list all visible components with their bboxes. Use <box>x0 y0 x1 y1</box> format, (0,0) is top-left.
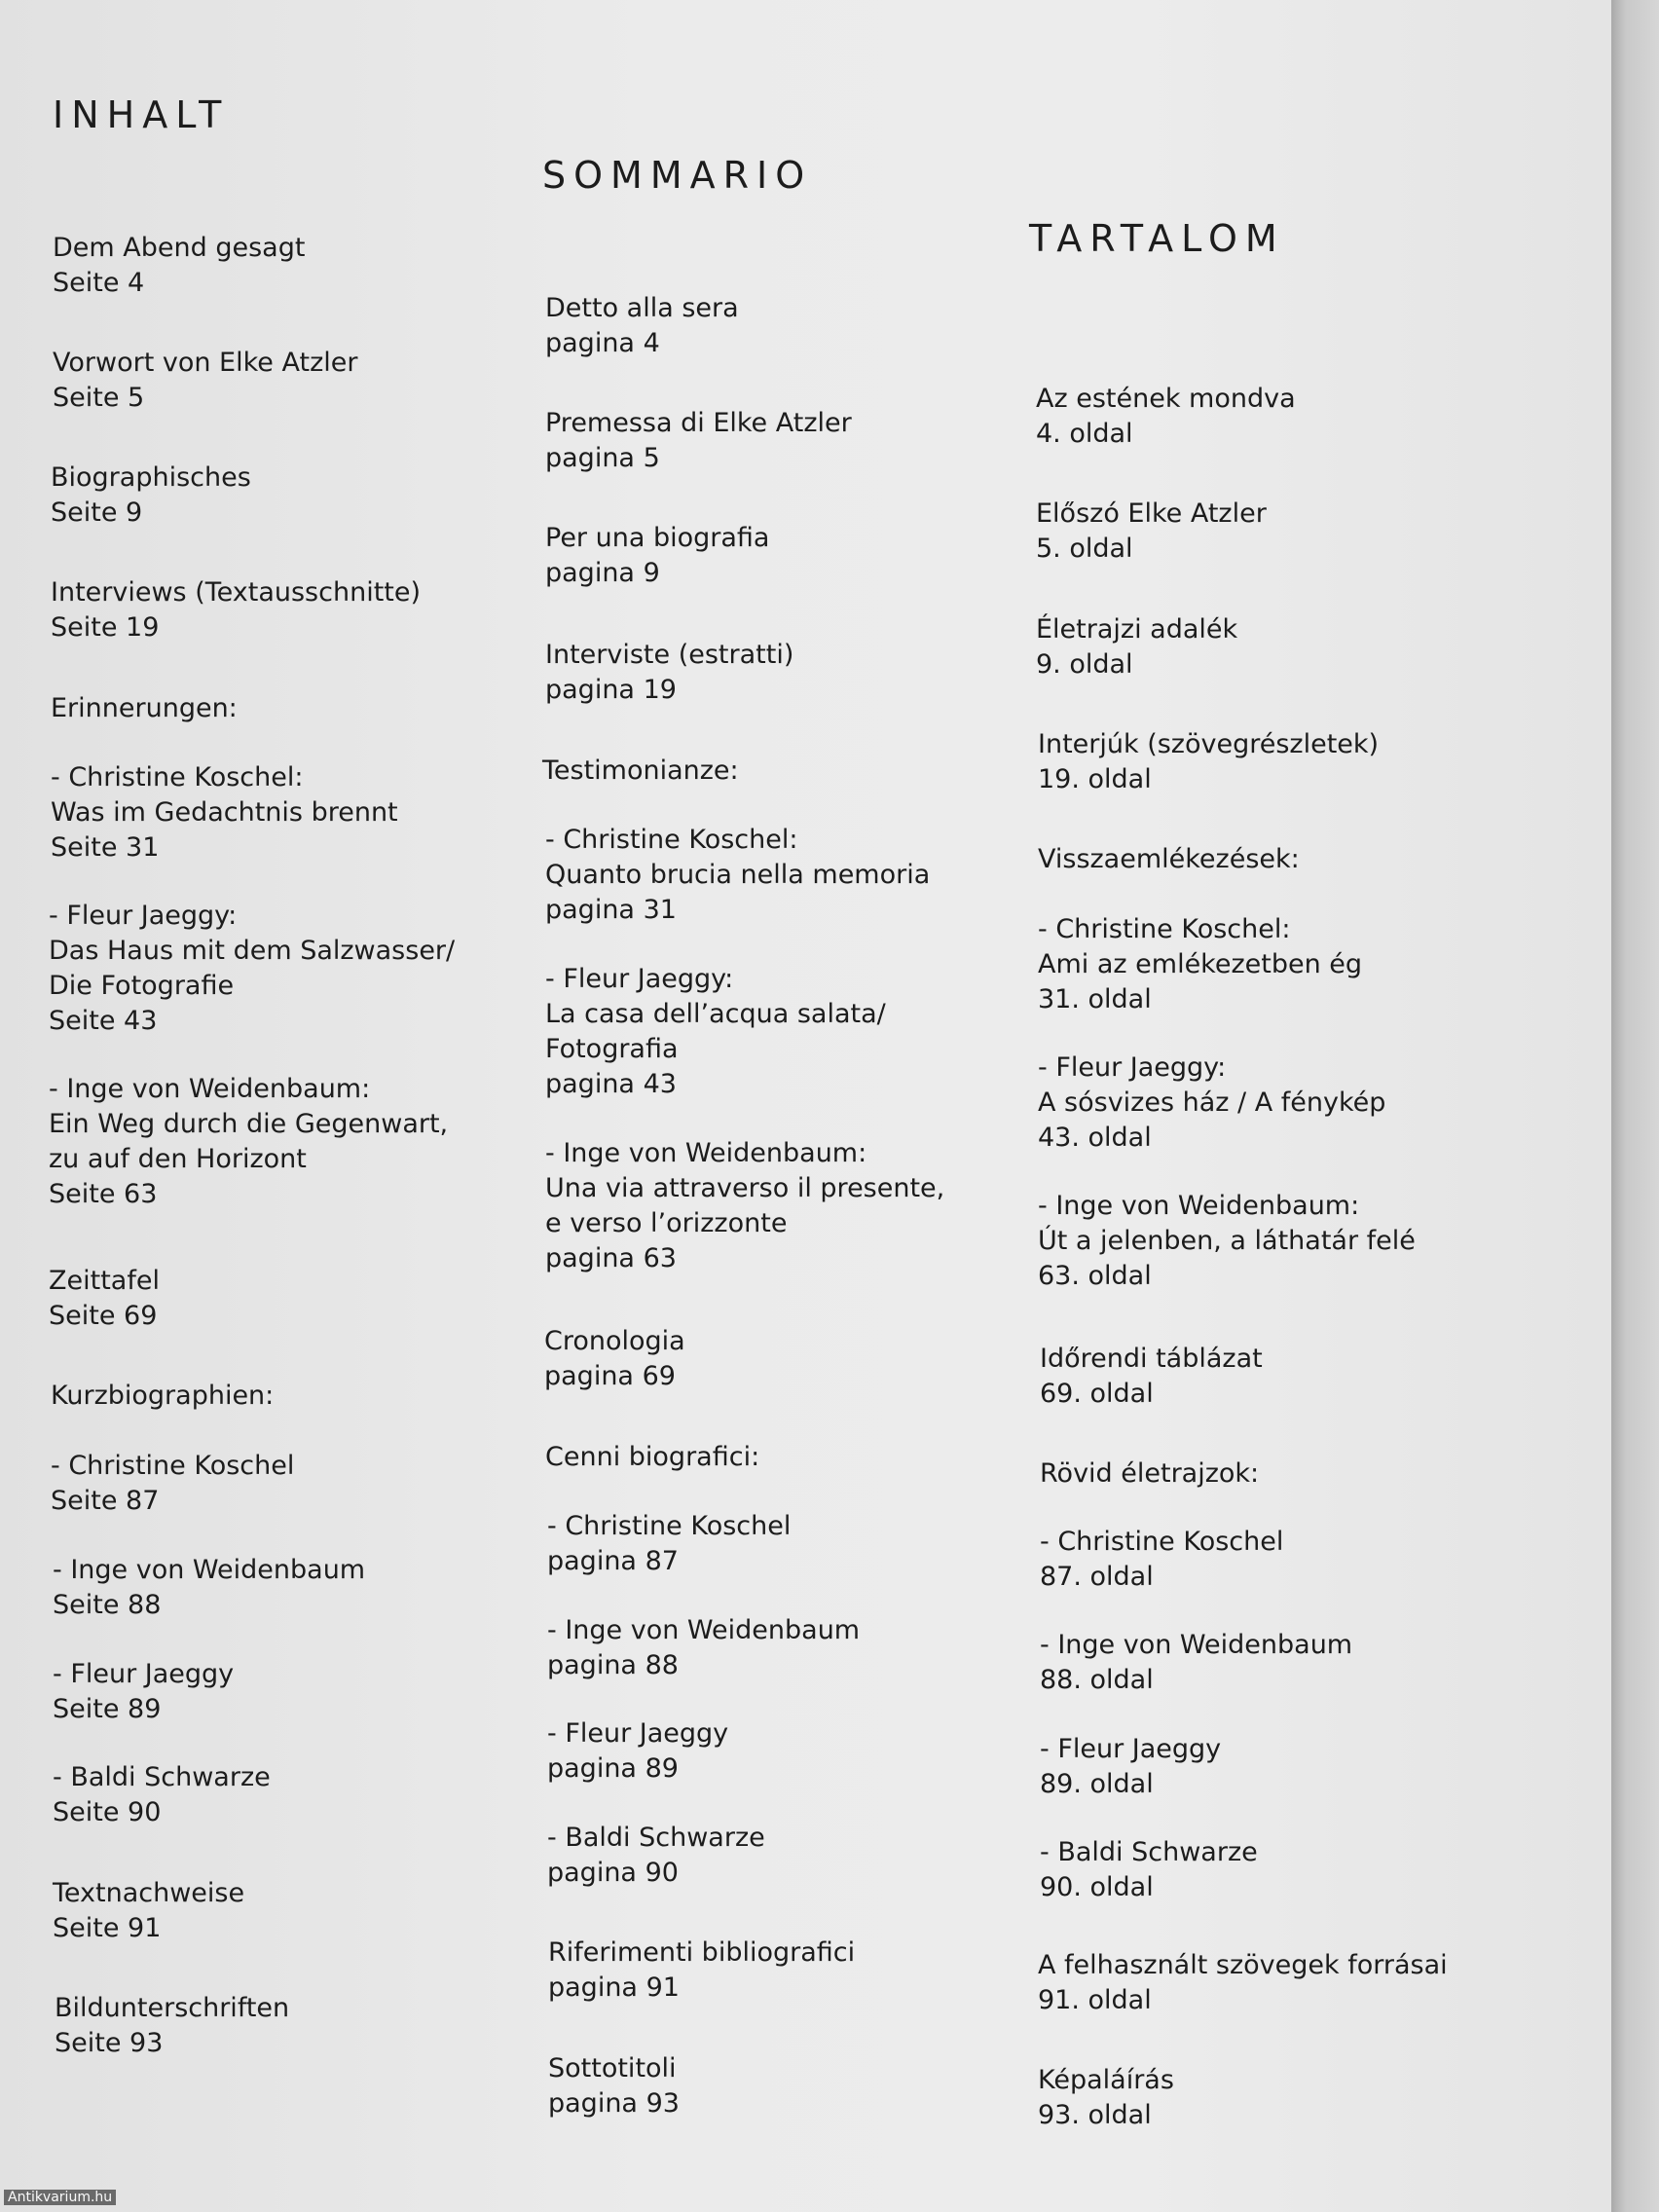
toc-entry-line: Dem Abend gesagt <box>53 233 306 263</box>
toc-entry <box>547 1509 791 1579</box>
toc-entry <box>49 1264 160 1334</box>
toc-entry <box>545 406 852 476</box>
toc-page-ref: Seite 93 <box>55 2028 164 2058</box>
toc-entry <box>1040 1342 1263 1412</box>
toc-entry-line: Biographisches <box>51 462 251 493</box>
toc-entry <box>1040 1628 1352 1698</box>
toc-page-ref: pagina 90 <box>547 1858 679 1888</box>
toc-entry-line: - Baldi Schwarze <box>1040 1837 1258 1867</box>
toc-entry-line: Visszaemlékezések: <box>1038 844 1300 874</box>
toc-entry-line: Sottotitoli <box>548 2053 677 2083</box>
toc-entry-line: Was im Gedachtnis brennt <box>51 797 398 828</box>
toc-entry <box>1038 1051 1385 1156</box>
toc-entry <box>1038 2063 1174 2133</box>
column-heading: SOMMARIO <box>542 154 813 197</box>
toc-page-ref: 93. oldal <box>1038 2100 1152 2130</box>
toc-entry-line: Kurzbiographien: <box>51 1381 275 1411</box>
toc-entry <box>53 1657 234 1727</box>
toc-entry <box>53 346 357 416</box>
toc-entry <box>1038 1948 1448 2018</box>
toc-entry <box>545 521 769 591</box>
toc-entry-line: - Fleur Jaeggy <box>1040 1734 1222 1764</box>
toc-entry <box>53 1760 271 1830</box>
toc-entry <box>51 1449 294 1519</box>
toc-entry <box>49 899 455 1039</box>
toc-entry-line: - Inge von Weidenbaum <box>547 1615 861 1645</box>
toc-entry <box>53 1553 365 1623</box>
toc-page-ref: 63. oldal <box>1038 1261 1152 1291</box>
toc-entry-line: Erinnerungen: <box>51 693 238 723</box>
toc-entry-line: Vorwort von Elke Atzler <box>53 348 358 378</box>
toc-entry <box>1036 612 1237 682</box>
toc-entry <box>547 1613 860 1683</box>
toc-entry-line: Per una biografia <box>545 523 770 553</box>
toc-entry-line: A sósvizes ház / A fénykép <box>1038 1088 1386 1118</box>
toc-entry-line: Die Fotografie <box>49 971 235 1001</box>
toc-page-ref: 19. oldal <box>1038 764 1152 794</box>
toc-page-ref: pagina 43 <box>545 1069 677 1099</box>
toc-entry-line: Riferimenti bibliografici <box>548 1937 856 1968</box>
toc-page-ref: pagina 9 <box>545 558 660 588</box>
toc-entry <box>51 691 238 726</box>
toc-entry-line: Képaláírás <box>1038 2065 1174 2095</box>
column-heading: INHALT <box>53 93 230 136</box>
toc-page-ref: Seite 5 <box>53 383 145 413</box>
toc-entry-line: - Christine Koschel: <box>51 762 304 793</box>
toc-page-ref: pagina 19 <box>545 675 677 705</box>
toc-entry <box>545 823 930 928</box>
toc-entry-line: Az estének mondva <box>1036 384 1296 414</box>
toc-page-ref: Seite 31 <box>51 832 160 863</box>
toc-entry-line: Életrajzi adalék <box>1036 614 1238 645</box>
toc-entry-line: A felhasznált szövegek forrásai <box>1038 1950 1448 1980</box>
toc-entry <box>1040 1732 1221 1802</box>
toc-entry-line: e verso l’orizzonte <box>545 1208 788 1238</box>
toc-entry-line: - Fleur Jaeggy <box>547 1718 729 1749</box>
toc-page-ref: 43. oldal <box>1038 1123 1152 1153</box>
toc-entry-line: Interviste (estratti) <box>545 640 794 670</box>
toc-page-ref: 5. oldal <box>1036 534 1133 564</box>
toc-page-ref: pagina 5 <box>545 443 660 473</box>
toc-entry-line: Bildunterschriften <box>55 1993 290 2023</box>
toc-page-ref: pagina 89 <box>547 1753 679 1784</box>
toc-entry-line: La casa dell’acqua salata/ <box>545 999 886 1029</box>
toc-entry <box>1038 912 1362 1017</box>
toc-entry-line: - Fleur Jaeggy <box>53 1659 235 1689</box>
toc-page-ref: Seite 4 <box>53 268 145 298</box>
toc-entry-line: Rövid életrajzok: <box>1040 1458 1260 1489</box>
toc-entry-line: Interviews (Textausschnitte) <box>51 577 422 608</box>
toc-page-ref: Seite 88 <box>53 1590 162 1620</box>
toc-entry <box>1040 1835 1258 1905</box>
toc-entry-line: - Christine Koschel <box>51 1451 295 1481</box>
toc-entry <box>1038 1189 1416 1294</box>
column-heading: TARTALOM <box>1029 217 1285 260</box>
watermark: Antikvarium.hu <box>4 2190 116 2205</box>
toc-page-ref: Seite 89 <box>53 1694 162 1724</box>
toc-entry <box>51 575 421 645</box>
toc-entry <box>53 231 305 301</box>
toc-entry <box>1040 1525 1283 1595</box>
toc-entry-line: Premessa di Elke Atzler <box>545 408 852 438</box>
toc-entry-line: - Christine Koschel <box>1040 1527 1284 1557</box>
toc-entry-line: - Baldi Schwarze <box>547 1823 765 1853</box>
toc-entry-line: - Inge von Weidenbaum <box>53 1555 366 1585</box>
toc-entry-line: Testimonianze: <box>542 756 739 786</box>
toc-entry-line: - Fleur Jaeggy: <box>1038 1052 1227 1083</box>
toc-entry <box>548 2051 680 2121</box>
toc-page-ref: Seite 91 <box>53 1913 162 1943</box>
toc-entry <box>545 1440 759 1475</box>
toc-entry-line: - Inge von Weidenbaum <box>1040 1630 1353 1660</box>
toc-entry-line: Időrendi táblázat <box>1040 1344 1263 1374</box>
toc-page-ref: Seite 87 <box>51 1486 160 1516</box>
toc-entry-line: Interjúk (szövegrészletek) <box>1038 729 1380 759</box>
toc-page-ref: 9. oldal <box>1036 649 1133 680</box>
toc-page-ref: 91. oldal <box>1038 1985 1152 2015</box>
toc-page-ref: 88. oldal <box>1040 1665 1154 1695</box>
toc-entry <box>51 760 398 866</box>
toc-page-ref: pagina 93 <box>548 2088 680 2119</box>
toc-entry <box>55 1991 289 2061</box>
toc-page-ref: pagina 31 <box>545 895 677 925</box>
toc-entry <box>51 1379 274 1414</box>
toc-entry-line: - Inge von Weidenbaum: <box>49 1074 371 1104</box>
toc-entry-line: Fotografia <box>545 1034 679 1064</box>
toc-entry-line: - Christine Koschel: <box>545 825 798 855</box>
toc-entry-line: Út a jelenben, a láthatár felé <box>1038 1226 1416 1256</box>
toc-entry-line: Ami az emlékezetben ég <box>1038 949 1363 979</box>
toc-entry-line: Cenni biografici: <box>545 1442 760 1472</box>
toc-page-ref: 90. oldal <box>1040 1872 1154 1902</box>
toc-entry <box>1036 497 1267 567</box>
toc-page-ref: 87. oldal <box>1040 1562 1154 1592</box>
toc-entry-line: Zeittafel <box>49 1266 160 1296</box>
toc-page-ref: pagina 4 <box>545 328 660 358</box>
toc-page-ref: pagina 69 <box>544 1361 676 1391</box>
toc-entry-line: Előszó Elke Atzler <box>1036 498 1267 529</box>
toc-page-ref: Seite 63 <box>49 1179 158 1209</box>
toc-entry <box>548 1936 855 2006</box>
toc-entry-line: Quanto brucia nella memoria <box>545 860 931 890</box>
toc-entry <box>1038 842 1300 877</box>
toc-entry-line: - Fleur Jaeggy: <box>49 901 238 931</box>
toc-page-ref: Seite 19 <box>51 612 160 643</box>
toc-page-ref: pagina 88 <box>547 1650 679 1680</box>
toc-page-ref: Seite 69 <box>49 1301 158 1331</box>
toc-entry-line: - Inge von Weidenbaum: <box>1038 1191 1360 1221</box>
toc-entry-line: - Fleur Jaeggy: <box>545 964 734 994</box>
toc-entry <box>547 1716 728 1787</box>
toc-entry-line: Das Haus mit dem Salzwasser/ <box>49 936 456 966</box>
toc-entry-line: zu auf den Horizont <box>49 1144 307 1174</box>
toc-page-ref: 69. oldal <box>1040 1379 1154 1409</box>
toc-entry <box>51 461 251 531</box>
toc-page-ref: Seite 43 <box>49 1006 158 1036</box>
page-edge-shadow <box>1611 0 1659 2212</box>
toc-entry <box>544 1324 685 1394</box>
toc-entry <box>542 754 739 789</box>
toc-entry-line: Cronologia <box>544 1326 685 1356</box>
toc-entry <box>53 1876 244 1946</box>
toc-page-ref: pagina 87 <box>547 1546 679 1576</box>
toc-entry-line: - Baldi Schwarze <box>53 1762 271 1792</box>
toc-page-ref: 31. oldal <box>1038 984 1152 1014</box>
toc-entry <box>545 962 886 1102</box>
toc-page-ref: Seite 9 <box>51 498 143 528</box>
toc-entry-line: Una via attraverso il presente, <box>545 1173 945 1203</box>
toc-page-ref: 4. oldal <box>1036 419 1133 449</box>
toc-entry-line: Detto alla sera <box>545 293 739 323</box>
toc-entry <box>1036 382 1296 452</box>
toc-entry-line: - Inge von Weidenbaum: <box>545 1138 867 1168</box>
toc-page-ref: pagina 63 <box>545 1243 677 1273</box>
toc-entry <box>1040 1456 1259 1492</box>
toc-page-ref: Seite 90 <box>53 1797 162 1827</box>
toc-entry-line: Textnachweise <box>53 1878 245 1908</box>
toc-entry <box>1038 727 1379 797</box>
toc-entry-line: - Christine Koschel <box>547 1511 792 1541</box>
toc-entry <box>545 638 793 708</box>
toc-page-ref: 89. oldal <box>1040 1769 1154 1799</box>
toc-entry <box>545 1136 944 1276</box>
toc-entry <box>547 1821 765 1891</box>
toc-entry-line: Ein Weg durch die Gegenwart, <box>49 1109 449 1139</box>
toc-entry-line: - Christine Koschel: <box>1038 914 1291 944</box>
toc-page-ref: pagina 91 <box>548 1972 680 2003</box>
toc-entry <box>545 291 739 361</box>
toc-entry <box>49 1072 448 1212</box>
